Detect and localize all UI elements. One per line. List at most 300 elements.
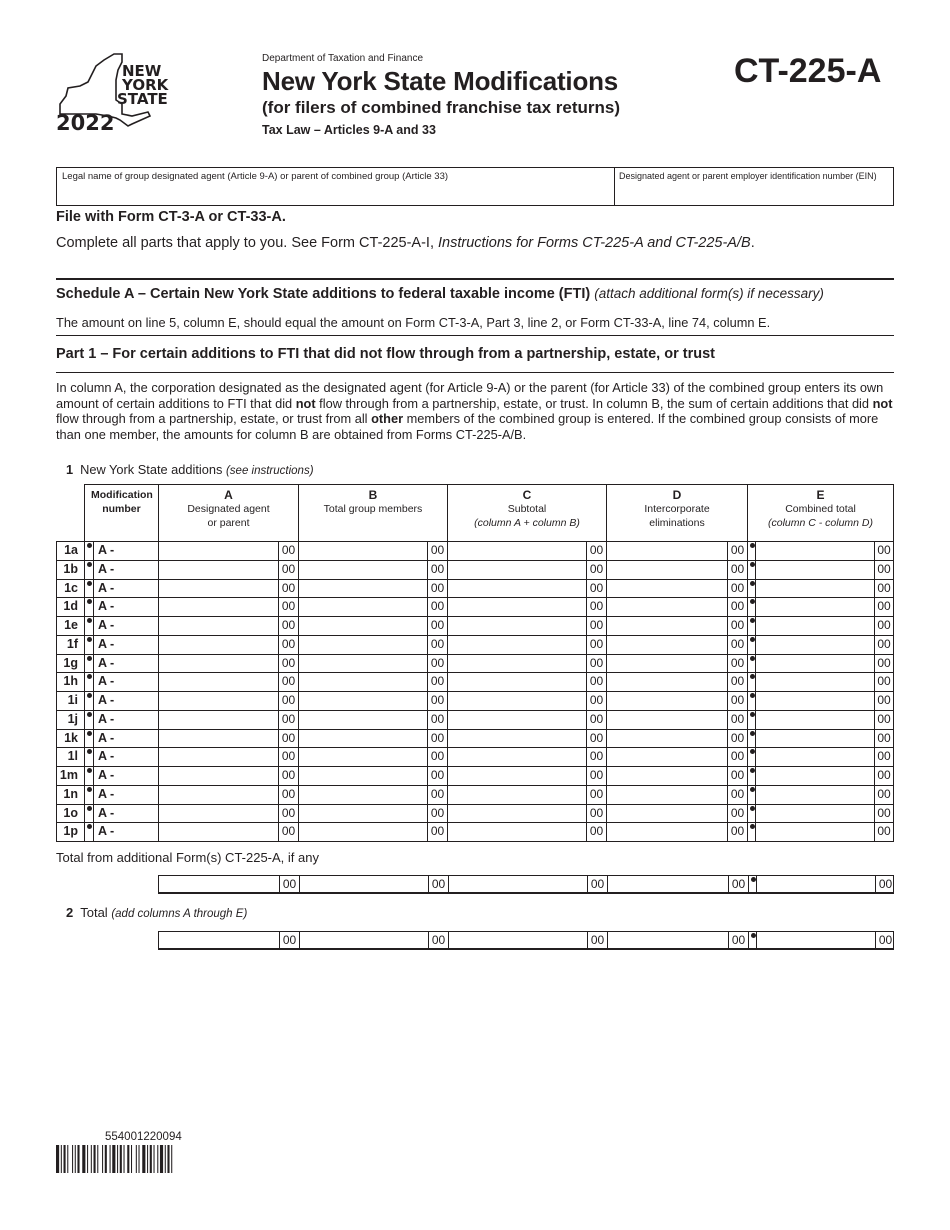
line-number: 1a xyxy=(56,541,84,560)
col-d-amount-input[interactable] xyxy=(606,822,727,841)
required-bullet-icon xyxy=(84,672,93,691)
col-c-amount-input[interactable] xyxy=(447,804,586,823)
col-a-amount-input[interactable] xyxy=(158,729,278,748)
col-d-amount-input[interactable] xyxy=(607,932,728,948)
col-b-amount-input[interactable] xyxy=(298,579,427,598)
table-row xyxy=(56,785,894,804)
col-d-cents: 00 xyxy=(727,560,747,579)
col-b-amount-input[interactable] xyxy=(299,932,428,948)
line-number: 1n xyxy=(56,785,84,804)
line-number: 1o xyxy=(56,804,84,823)
header-column-c xyxy=(447,484,606,541)
table-row xyxy=(56,747,894,766)
col-a-cents: 00 xyxy=(278,766,298,785)
col-d-cents: 00 xyxy=(727,616,747,635)
col-c-cents: 00 xyxy=(586,710,606,729)
col-d-amount-input[interactable] xyxy=(606,766,727,785)
col-d-amount-input[interactable] xyxy=(606,710,727,729)
table-row xyxy=(56,672,894,691)
col-e-line1: Combined total xyxy=(785,503,856,515)
modification-number-input[interactable] xyxy=(93,654,158,673)
col-c-amount-input[interactable] xyxy=(447,616,586,635)
barcode-bar xyxy=(102,1145,103,1173)
col-c-amount-input[interactable] xyxy=(448,876,587,892)
col-d-amount-input[interactable] xyxy=(606,579,727,598)
col-c-amount-input[interactable] xyxy=(447,579,586,598)
col-e-cents: 00 xyxy=(874,672,894,691)
col-e-amount-input[interactable] xyxy=(755,804,874,823)
barcode-bar xyxy=(150,1145,152,1173)
col-d-amount-input[interactable] xyxy=(606,804,727,823)
modification-prefix: A - xyxy=(98,711,115,726)
col-e-cents: 00 xyxy=(874,822,894,841)
col-e-cents: 00 xyxy=(874,541,894,560)
required-bullet-icon xyxy=(747,691,755,710)
col-e-amount-input[interactable] xyxy=(755,822,874,841)
barcode-bar xyxy=(67,1145,68,1173)
col-b-cents: 00 xyxy=(427,747,447,766)
department-name: Department of Taxation and Finance xyxy=(262,53,424,64)
required-bullet-icon xyxy=(747,654,755,673)
col-b-amount-input[interactable] xyxy=(298,654,427,673)
col-e-amount-input[interactable] xyxy=(755,710,874,729)
table-row xyxy=(56,560,894,579)
line-number: 1k xyxy=(56,729,84,748)
required-bullet-icon xyxy=(84,822,93,841)
schedule-a-heading: Schedule A – Certain New York State additions to federal taxable income (FTI) xyxy=(56,286,591,302)
col-d-amount-input[interactable] xyxy=(606,616,727,635)
line-number: 1p xyxy=(56,822,84,841)
logo-line-new: NEW xyxy=(122,62,162,80)
col-b-amount-input[interactable] xyxy=(298,691,427,710)
col-b-amount-input[interactable] xyxy=(298,785,427,804)
barcode-bar xyxy=(61,1145,62,1173)
modification-prefix: A - xyxy=(98,749,115,764)
complete-prefix: Complete all parts that apply to you. See Form CT-225-A-I, xyxy=(56,235,438,251)
line-1-note: (see instructions) xyxy=(225,465,314,477)
col-e-cents: 00 xyxy=(874,654,894,673)
barcode-number: 554001220094 xyxy=(105,1131,182,1143)
col-a-amount-input[interactable] xyxy=(159,932,279,948)
col-d-amount-input[interactable] xyxy=(606,541,727,560)
col-a-amount-input[interactable] xyxy=(158,654,278,673)
barcode-bar xyxy=(105,1145,107,1173)
modification-number-input[interactable] xyxy=(93,747,158,766)
line-1-label xyxy=(66,462,314,477)
modification-number-input[interactable] xyxy=(93,804,158,823)
col-c-amount-input[interactable] xyxy=(448,932,587,948)
col-a-cents: 00 xyxy=(278,541,298,560)
ein-label: Designated agent or parent employer identification number (EIN) xyxy=(619,171,877,181)
col-e-amount-input[interactable] xyxy=(755,785,874,804)
required-bullet-icon xyxy=(747,672,755,691)
col-b-amount-input[interactable] xyxy=(298,822,427,841)
col-c-cents: 00 xyxy=(586,766,606,785)
col-a-amount-input[interactable] xyxy=(158,672,278,691)
col-d-cents: 00 xyxy=(727,785,747,804)
col-a-cents: 00 xyxy=(278,616,298,635)
col-a-amount-input[interactable] xyxy=(158,747,278,766)
col-a-amount-input[interactable] xyxy=(158,804,278,823)
required-bullet-icon xyxy=(84,729,93,748)
col-c-amount-input[interactable] xyxy=(447,766,586,785)
col-a-amount-input[interactable] xyxy=(158,710,278,729)
col-a-line2: or parent xyxy=(207,517,250,529)
col-e-cents: 00 xyxy=(874,785,894,804)
col-a-amount-input[interactable] xyxy=(158,691,278,710)
file-with-note: File with Form CT-3-A or CT-33-A. xyxy=(56,209,286,225)
col-c-cents: 00 xyxy=(586,822,606,841)
col-c-amount-input[interactable] xyxy=(447,710,586,729)
intro-text: In column A, the corporation designated as the designated agent (for Article 9-A) or the parent (for Article 33) of the combined group enters its own amount of certain additions to FTI that did xyxy=(56,380,884,411)
required-bullet-icon xyxy=(747,804,755,823)
line-number: 1l xyxy=(56,747,84,766)
required-bullet-icon xyxy=(747,579,755,598)
col-b-amount-input[interactable] xyxy=(298,560,427,579)
col-a-cents: 00 xyxy=(278,560,298,579)
line-number: 1c xyxy=(56,579,84,598)
col-a-cents: 00 xyxy=(279,932,299,948)
col-b-amount-input[interactable] xyxy=(298,635,427,654)
col-c-cents: 00 xyxy=(587,932,607,948)
col-e-amount-input[interactable] xyxy=(755,654,874,673)
col-c-amount-input[interactable] xyxy=(447,560,586,579)
col-c-amount-input[interactable] xyxy=(447,691,586,710)
modification-prefix: A - xyxy=(98,599,115,614)
col-d-amount-input[interactable] xyxy=(606,672,727,691)
table-row xyxy=(56,691,894,710)
col-b-amount-input[interactable] xyxy=(298,597,427,616)
col-a-amount-input[interactable] xyxy=(159,876,279,892)
col-e-amount-input[interactable] xyxy=(756,932,875,948)
col-e-cents: 00 xyxy=(874,691,894,710)
col-d-cents: 00 xyxy=(727,579,747,598)
required-bullet-icon xyxy=(747,541,755,560)
line-2-label xyxy=(66,905,247,920)
required-bullet-icon xyxy=(748,932,756,948)
col-e-cents: 00 xyxy=(875,876,895,892)
col-e-amount-input[interactable] xyxy=(755,635,874,654)
col-d-cents: 00 xyxy=(728,876,748,892)
col-d-cents: 00 xyxy=(728,932,748,948)
line-number: 1e xyxy=(56,616,84,635)
barcode-bar xyxy=(75,1145,76,1173)
barcode-bar xyxy=(91,1145,92,1173)
col-a-cents: 00 xyxy=(278,804,298,823)
modification-number-input[interactable] xyxy=(93,541,158,560)
barcode-bar xyxy=(136,1145,137,1173)
col-d-cents: 00 xyxy=(727,541,747,560)
required-bullet-icon xyxy=(84,541,93,560)
barcode-bar xyxy=(64,1145,66,1173)
col-e-amount-input[interactable] xyxy=(755,597,874,616)
modification-prefix: A - xyxy=(98,693,115,707)
col-a-cents: 00 xyxy=(278,654,298,673)
col-a-cents: 00 xyxy=(278,747,298,766)
mod-header-label: Modification number xyxy=(91,489,153,515)
modification-number-input[interactable] xyxy=(93,560,158,579)
col-a-amount-input[interactable] xyxy=(158,541,278,560)
required-bullet-icon xyxy=(747,747,755,766)
col-c-cents: 00 xyxy=(586,560,606,579)
col-d-amount-input[interactable] xyxy=(606,635,727,654)
col-e-amount-input[interactable] xyxy=(755,672,874,691)
header-column-b xyxy=(298,484,447,541)
line-number: 1d xyxy=(56,597,84,616)
col-c-cents: 00 xyxy=(586,541,606,560)
col-c-cents: 00 xyxy=(586,579,606,598)
table-row xyxy=(56,635,894,654)
col-a-line1: Designated agent xyxy=(187,503,270,515)
col-b-line1: Total group members xyxy=(323,503,423,515)
modification-number-input[interactable] xyxy=(93,822,158,841)
col-a-amount-input[interactable] xyxy=(158,616,278,635)
modification-prefix: A - xyxy=(98,543,115,557)
line-2-text: Total xyxy=(80,905,108,920)
modification-prefix: A - xyxy=(98,618,115,632)
modification-prefix: A - xyxy=(98,561,115,576)
col-d-amount-input[interactable] xyxy=(606,560,727,579)
col-a-cents: 00 xyxy=(278,785,298,804)
col-e-amount-input[interactable] xyxy=(755,560,874,579)
col-d-letter: D xyxy=(672,488,682,502)
modification-number-input[interactable] xyxy=(93,616,158,635)
col-c-cents: 00 xyxy=(586,804,606,823)
schedule-a-title xyxy=(56,286,824,302)
col-d-amount-input[interactable] xyxy=(606,747,727,766)
modification-number-input[interactable] xyxy=(93,579,158,598)
col-d-line2: eliminations xyxy=(649,517,705,529)
required-bullet-icon xyxy=(84,766,93,785)
modification-number-input[interactable] xyxy=(93,672,158,691)
col-b-amount-input[interactable] xyxy=(298,541,427,560)
required-bullet-icon xyxy=(747,616,755,635)
line-number: 1i xyxy=(56,691,84,710)
table-row xyxy=(56,579,894,598)
modification-prefix: A - xyxy=(98,580,115,595)
modification-number-input[interactable] xyxy=(93,691,158,710)
col-e-amount-input[interactable] xyxy=(755,541,874,560)
col-d-line1: Intercorporate xyxy=(644,503,710,515)
col-b-amount-input[interactable] xyxy=(298,616,427,635)
barcode-bar xyxy=(160,1145,163,1173)
col-c-amount-input[interactable] xyxy=(447,822,586,841)
col-c-amount-input[interactable] xyxy=(447,729,586,748)
col-c-cents: 00 xyxy=(586,691,606,710)
col-d-cents: 00 xyxy=(727,766,747,785)
table-row xyxy=(56,597,894,616)
col-c-amount-input[interactable] xyxy=(447,747,586,766)
ein-field[interactable] xyxy=(615,168,893,205)
modification-number-input[interactable] xyxy=(93,635,158,654)
col-c-amount-input[interactable] xyxy=(447,672,586,691)
line-2-total-row xyxy=(158,931,894,950)
modification-number-input[interactable] xyxy=(93,710,158,729)
intro-emphasis: other xyxy=(371,411,404,426)
modification-prefix: A - xyxy=(98,805,115,820)
col-a-amount-input[interactable] xyxy=(158,785,278,804)
barcode-bar xyxy=(112,1145,115,1173)
col-a-cents: 00 xyxy=(278,672,298,691)
col-b-amount-input[interactable] xyxy=(298,804,427,823)
barcode-bar xyxy=(117,1145,118,1173)
col-b-amount-input[interactable] xyxy=(298,747,427,766)
col-a-cents: 00 xyxy=(278,710,298,729)
col-d-cents: 00 xyxy=(727,710,747,729)
header-column-a xyxy=(158,484,298,541)
modification-prefix: A - xyxy=(98,730,115,745)
col-a-amount-input[interactable] xyxy=(158,597,278,616)
required-bullet-icon xyxy=(84,654,93,673)
col-b-cents: 00 xyxy=(428,932,448,948)
intro-emphasis: not xyxy=(295,395,316,411)
barcode-bar xyxy=(167,1145,169,1173)
modification-number-input[interactable] xyxy=(93,785,158,804)
additional-forms-label: Total from additional Form(s) CT-225-A, if any xyxy=(56,850,319,865)
col-e-amount-input[interactable] xyxy=(755,766,874,785)
intro-text: flow through from a partnership, estate, or trust from all xyxy=(56,411,372,426)
form-title: New York State Modifications xyxy=(262,66,619,96)
col-c-cents: 00 xyxy=(586,729,606,748)
col-e-amount-input[interactable] xyxy=(755,729,874,748)
barcode-bar xyxy=(77,1145,79,1173)
col-a-amount-input[interactable] xyxy=(158,579,278,598)
col-e-letter: E xyxy=(816,488,825,502)
col-d-cents: 00 xyxy=(727,672,747,691)
line-1-number: 1 xyxy=(66,462,74,477)
col-d-amount-input[interactable] xyxy=(606,691,727,710)
col-e-amount-input[interactable] xyxy=(756,876,875,892)
col-a-cents: 00 xyxy=(278,597,298,616)
col-a-amount-input[interactable] xyxy=(158,635,278,654)
col-e-cents: 00 xyxy=(874,635,894,654)
col-d-cents: 00 xyxy=(727,597,747,616)
col-d-cents: 00 xyxy=(727,635,747,654)
line-number: 1b xyxy=(56,560,84,579)
required-bullet-icon xyxy=(747,729,755,748)
col-c-amount-input[interactable] xyxy=(447,541,586,560)
col-a-amount-input[interactable] xyxy=(158,766,278,785)
col-b-cents: 00 xyxy=(427,729,447,748)
barcode-bar xyxy=(110,1145,111,1173)
required-bullet-icon xyxy=(84,560,93,579)
modification-prefix: A - xyxy=(98,655,115,670)
schedule-a-note: (attach additional form(s) if necessary) xyxy=(594,286,824,301)
required-bullet-icon xyxy=(747,560,755,579)
divider xyxy=(56,372,894,373)
modification-prefix: A - xyxy=(98,786,115,801)
intro-emphasis: not xyxy=(872,395,893,411)
required-bullet-icon xyxy=(84,747,93,766)
col-b-amount-input[interactable] xyxy=(299,876,428,892)
barcode-bar xyxy=(72,1145,73,1173)
col-d-cents: 00 xyxy=(727,729,747,748)
legal-name-field[interactable] xyxy=(57,168,615,205)
table-row xyxy=(56,822,894,842)
required-bullet-icon xyxy=(747,597,755,616)
col-d-amount-input[interactable] xyxy=(606,729,727,748)
barcode-icon xyxy=(56,1145,241,1173)
col-d-amount-input[interactable] xyxy=(606,597,727,616)
col-b-cents: 00 xyxy=(427,635,447,654)
barcode-bar xyxy=(97,1145,98,1173)
barcode-bar xyxy=(142,1145,145,1173)
required-bullet-icon xyxy=(748,876,756,892)
section-divider xyxy=(56,278,894,280)
col-d-amount-input[interactable] xyxy=(606,785,727,804)
col-d-amount-input[interactable] xyxy=(606,654,727,673)
col-c-cents: 00 xyxy=(587,876,607,892)
col-b-cents: 00 xyxy=(427,822,447,841)
col-e-amount-input[interactable] xyxy=(755,579,874,598)
modification-number-input[interactable] xyxy=(93,766,158,785)
col-b-cents: 00 xyxy=(427,654,447,673)
col-b-amount-input[interactable] xyxy=(298,729,427,748)
col-a-cents: 00 xyxy=(278,822,298,841)
col-d-cents: 00 xyxy=(727,747,747,766)
required-bullet-icon xyxy=(747,710,755,729)
barcode-bar xyxy=(94,1145,96,1173)
modification-prefix: A - xyxy=(98,674,115,689)
barcode-bar xyxy=(157,1145,158,1173)
part-1-title: Part 1 – For certain additions to FTI that did not flow through from a partnership, estate, or trust xyxy=(56,346,715,362)
line-number: 1f xyxy=(56,635,84,654)
complete-instructions xyxy=(56,235,755,251)
col-a-amount-input[interactable] xyxy=(158,560,278,579)
col-a-amount-input[interactable] xyxy=(158,822,278,841)
col-c-amount-input[interactable] xyxy=(447,635,586,654)
col-e-cents: 00 xyxy=(874,804,894,823)
intro-text: flow through from a partnership, estate, or trust. In column B, the sum of certain additions that did xyxy=(315,395,873,411)
part-1-intro xyxy=(56,380,896,442)
col-e-cents: 00 xyxy=(874,747,894,766)
col-e-cents: 00 xyxy=(875,932,895,948)
col-c-letter: C xyxy=(522,488,532,502)
col-e-cents: 00 xyxy=(874,579,894,598)
col-c-line1: Subtotal xyxy=(507,503,547,515)
col-c-amount-input[interactable] xyxy=(447,654,586,673)
col-e-amount-input[interactable] xyxy=(755,691,874,710)
required-bullet-icon xyxy=(84,804,93,823)
col-c-amount-input[interactable] xyxy=(447,597,586,616)
header-column-d xyxy=(606,484,747,541)
amount-note: The amount on line 5, column E, should equal the amount on Form CT-3-A, Part 3, line 2, or Form CT-33-A, line 74, column E. xyxy=(56,315,771,330)
col-e-amount-input[interactable] xyxy=(755,747,874,766)
col-b-amount-input[interactable] xyxy=(298,710,427,729)
required-bullet-icon xyxy=(84,710,93,729)
modification-number-input[interactable] xyxy=(93,597,158,616)
required-bullet-icon xyxy=(84,785,93,804)
required-bullet-icon xyxy=(747,635,755,654)
col-c-cents: 00 xyxy=(586,672,606,691)
col-b-cents: 00 xyxy=(427,541,447,560)
col-d-amount-input[interactable] xyxy=(607,876,728,892)
col-b-amount-input[interactable] xyxy=(298,766,427,785)
col-a-cents: 00 xyxy=(278,579,298,598)
col-b-amount-input[interactable] xyxy=(298,672,427,691)
col-c-cents: 00 xyxy=(586,785,606,804)
table-row xyxy=(56,710,894,729)
col-e-amount-input[interactable] xyxy=(755,616,874,635)
barcode-bar xyxy=(165,1145,166,1173)
required-bullet-icon xyxy=(747,785,755,804)
col-c-amount-input[interactable] xyxy=(447,785,586,804)
col-b-cents: 00 xyxy=(427,560,447,579)
header-modification-number xyxy=(84,484,158,541)
col-e-line2: (column C - column D) xyxy=(767,517,874,529)
modification-number-input[interactable] xyxy=(93,729,158,748)
required-bullet-icon xyxy=(84,597,93,616)
